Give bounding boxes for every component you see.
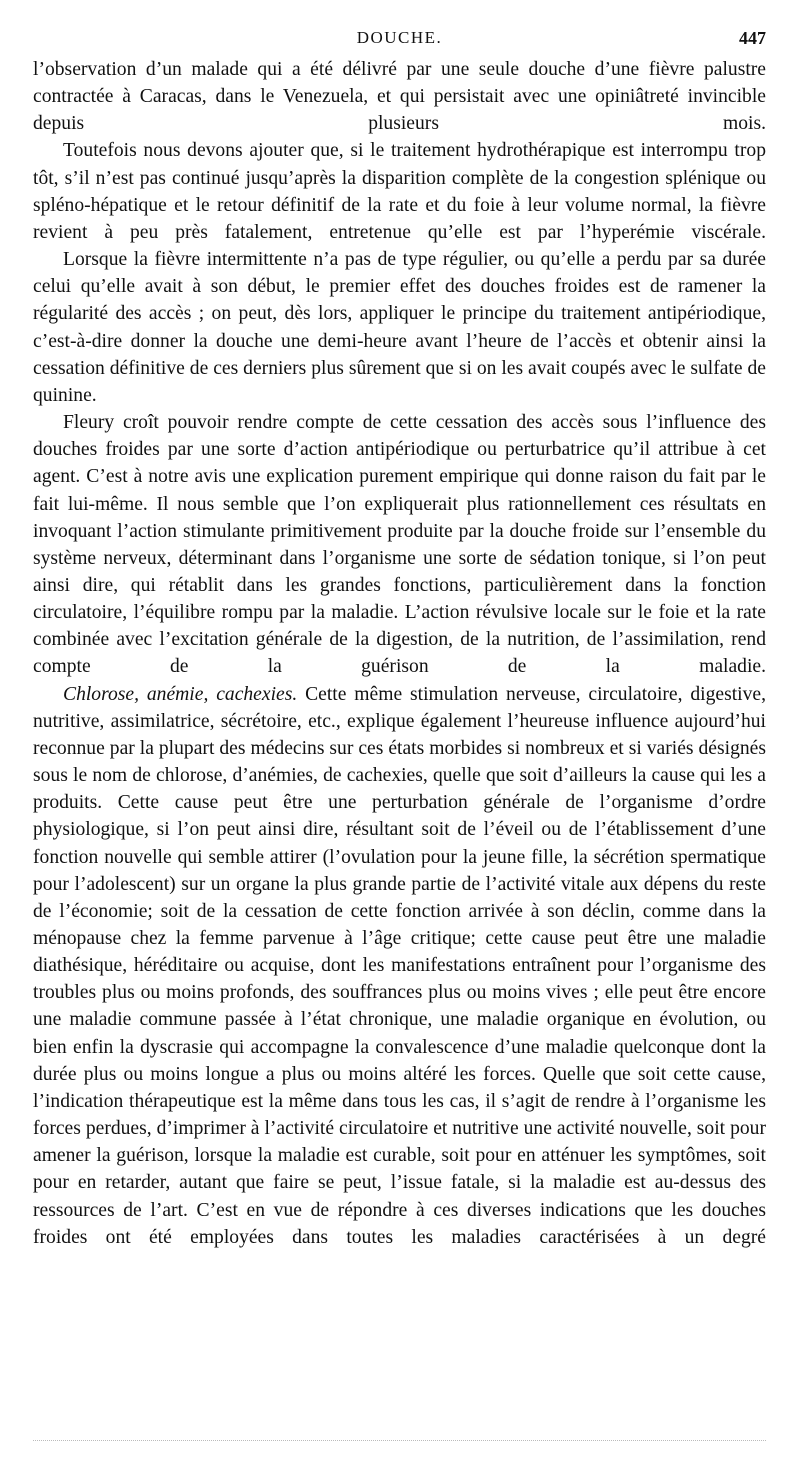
footer-dotted-rule [33,1440,766,1441]
paragraph-irregular-fever [33,246,766,409]
section-lead-heading: Chlorose, anémie, cachexies. [63,683,298,705]
page-header [33,0,766,50]
paragraph-text: Toutefois nous devons ajouter que, si le traitement hydrothérapique est interrompu trop tôt, s’il n’est pas continué jusqu’après la disparition complète de la congestion splénique ou spléno-hépatique et le retour définitif de la rate et du foie à leur volume normal, la fièvre revient à peu près fatalement, entretenue qu’elle est par l’hyperémie viscérale. [33,140,766,243]
paragraph-fleury-explanation [33,409,766,681]
paragraph-text: Fleury croît pouvoir rendre compte de cette cessation des accès sous l’influence des douches froides par une sorte d’action antipériodique ou perturbatrice qu’il attribue à cet agent. C’est à notre avis une explication purement empirique qui donne raison du fait par le fait lui-même. Il nous semble que l’on expliquerait plus rationnellement ces résultats en invoquant l’action stimulante primitivement produite par la douche froide sur l’ensemble du système nerveux, déterminant dans l’organisme une sorte de sédation tonique, si l’on peut ainsi dire, qui rétablit dans les grandes fonctions, particulièrement dans la fonction circulatoire, l’équilibre rompu par la maladie. L’action révulsive locale sur le foie et la rate combinée avec l’excitation générale de la digestion, de la nutrition, de l’assimilation, rend compte de la guérison de la maladie. [33,412,766,678]
paragraph-continuation [33,56,766,137]
paragraph-text: Cette même stimulation nerveuse, circulatoire, digestive, nutritive, assimilatrice, sécrétoire, etc., explique également l’heureuse influence aujourd’hui reconnue par la plupart des médecins sur ces états morbides si nombreux et si variés désignés sous le nom de chlorose, d’anémies, de cachexies, quelle que soit d’ailleurs la cause qui les a produits. Cette cause peut être une perturbation générale de l’organisme d’ordre physiologique, si l’on peut ainsi dire, résultant soit de l’éveil ou de l’établissement d’une fonction nouvelle qui semble attirer (l’ovulation pour la jeune fille, la sécrétion spermatique pour l’adolescent) sur un organe la plus grande partie de l’activité vitale aux dépens du reste de l’économie; soit de la cessation de cette fonction arrivée à son déclin, comme dans la ménopause chez la femme parvenue à l’âge critique; cette cause peut être une maladie diathésique, héréditaire ou acquise, dont les manifestations entraînent pour l’organisme des troubles plus ou moins profonds, des souffrances plus ou moins vives ; elle peut être encore une maladie commune passée à l’état chronique, une maladie organique en évolution, ou bien enfin la dyscrasie qui accompagne la convalescence d’une maladie quelconque dont la durée plus ou moins longue a plus ou moins altéré les forces. Quelle que soit cette cause, l’indication thérapeutique est la même dans tous les cas, il s’agit de rendre à l’organisme les forces perdues, d’imprimer à l’activité circulatoire et nutritive une activité nouvelle, soit pour amener la guérison, lorsque la maladie est curable, soit pour en atténuer les symptômes, soit pour en retarder, autant que faire se peut, l’issue fatale, si la maladie est au-dessus des ressources de l’art. C’est en vue de répondre à ces diverses indications que les douches froides ont été employées dans toutes les maladies caractérisées à un degré [33,683,767,1248]
body-text [33,56,766,1251]
paragraph-text: l’observation d’un malade qui a été délivré par une seule douche d’une fièvre palustre contractée à Caracas, dans le Venezuela, et qui persistait avec une opiniâtreté invincible depuis plusieurs mois. [33,59,766,135]
paragraph-hydrotherapy-interruption [33,137,766,246]
paragraph-chlorose-anemie [33,681,766,1251]
running-title: DOUCHE. [356,28,443,47]
paragraph-text: Lorsque la fièvre intermittente n’a pas de type régulier, ou qu’elle a perdu par sa durée celui qu’elle avait à son début, le premier effet des douches froides est de ramener la régularité des accès ; on peut, dès lors, appliquer le principe du traitement antipériodique, c’est-à-dire donner la douche une demi-heure avant l’heure de l’accès et obtenir ainsi la cessation définitive de ces derniers plus sûrement que si on les avait coupés avec le sulfate de quinine. [33,249,766,406]
page-number: 447 [739,28,766,48]
document-page [33,0,766,1474]
